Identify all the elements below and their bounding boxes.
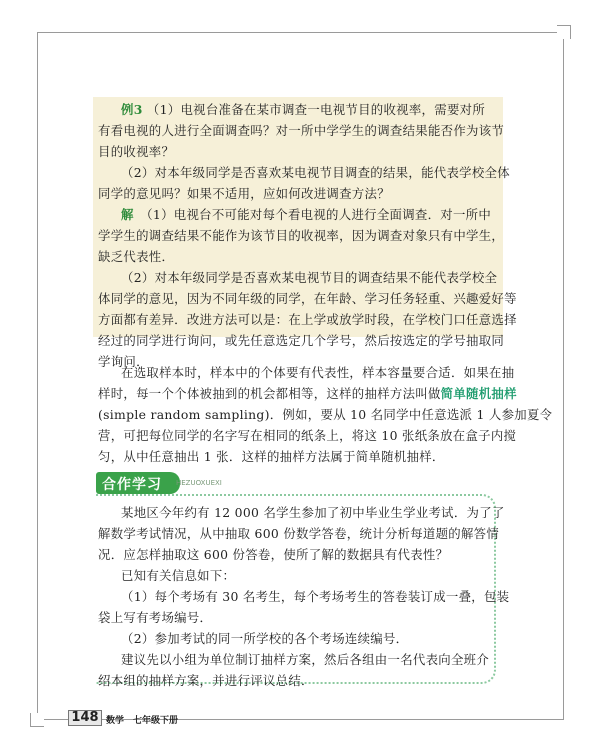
solution-a2-line2: 体同学的意见，因为不同年级的同学，在年龄、学习任务轻重、兴趣爱好等 (98, 291, 517, 306)
coop-line2: 解数学考试情况，从中抽取 600 份数学答卷，统计分析每道题的解答情 (98, 526, 500, 541)
coop-line6: 袋上写有考场编号． (98, 610, 213, 625)
coop-line3: 况．应怎样抽取这 600 份答卷，使所了解的数据具有代表性？ (98, 547, 449, 562)
solution-a2-line4: 经过的同学进行询问，或先任意选定几个学号，然后按选定的学号抽取同 (98, 333, 505, 348)
coop-line9: 绍本组的抽样方案，并进行评议总结． (98, 673, 314, 688)
coop-title: 合作学习 (102, 477, 162, 493)
frame-corner-bottom-left (30, 713, 44, 727)
example-q2-line1: （2）对本年级同学是否喜欢某电视节目调查的结果，能代表学校全体 (121, 165, 510, 180)
coop-line8: 建议先以小组为单位制订抽样方案，然后各组由一名代表向全班介 (121, 652, 490, 667)
solution-a2-line1: （2）对本年级同学是否喜欢某电视节目的调查结果不能代表学校全 (121, 270, 498, 285)
coop-line1: 某地区今年约有 12 000 名学生参加了初中毕业生学业考试．为了了 (121, 505, 505, 520)
body-line4: 营，可把每位同学的名字写在相同的纸条上，将这 10 张纸条放在盒子内搅 (98, 428, 517, 443)
body-line2: 样时，每一个个体被抽到的机会都相等，这样的抽样方法叫做简单随机抽样 (98, 386, 517, 401)
solution-tag: 解 (121, 207, 134, 222)
coop-line5: （1）每个考场有 30 名考生，每个考场考生的答卷装订成一叠，包装 (121, 589, 510, 604)
solution-a2-line3: 方面都有差异．改进方法可以是：在上学或放学时段，在学校门口任意选择 (98, 312, 517, 327)
page-number: 148 (68, 710, 102, 726)
solution-a2-line5: 学询问． (98, 354, 149, 369)
frame-corner-top-right (557, 25, 571, 39)
example-q1-line3: 目的收视率？ (98, 144, 175, 159)
book-title: 数学 七年级下册 (106, 716, 179, 726)
example-q1-line1: 例3 （1）电视台准备在某市调查一电视节目的收视率，需要对所 (121, 102, 486, 117)
solution-a1-line2: 学学生的调查结果不能作为该节目的收视率，因为调查对象只有中学生， (98, 228, 505, 243)
body-line5: 匀，从中任意抽出 1 张．这样的抽样方法属于简单随机抽样． (98, 449, 445, 464)
body-line3: (simple random sampling)．例如，要从 10 名同学中任意选派 1 人参加夏令 (98, 407, 553, 422)
body-line1: 在选取样本时，样本中的个体要有代表性，样本容量要合适．如果在抽 (121, 365, 515, 380)
example-q2-line2: 同学的意见吗？如果不适用，应如何改进调查方法？ (98, 186, 390, 201)
coop-line4: 已知有关信息如下： (121, 568, 236, 583)
example-tag: 例3 (121, 102, 143, 117)
solution-a1-line1: 解 （1）电视台不可能对每个看电视的人进行全面调查．对一所中 (121, 207, 492, 222)
solution-a1-line3: 缺乏代表性． (98, 249, 175, 264)
coop-title-en: HEZUOXUEXI (176, 479, 222, 487)
coop-line7: （2）参加考试的同一所学校的各个考场连续编号． (121, 631, 409, 646)
term-simple-random-sampling: 简单随机抽样 (440, 386, 517, 401)
example-q1-line2: 有看电视的人进行全面调查吗？对一所中学学生的调查结果能否作为该节 (98, 123, 505, 138)
